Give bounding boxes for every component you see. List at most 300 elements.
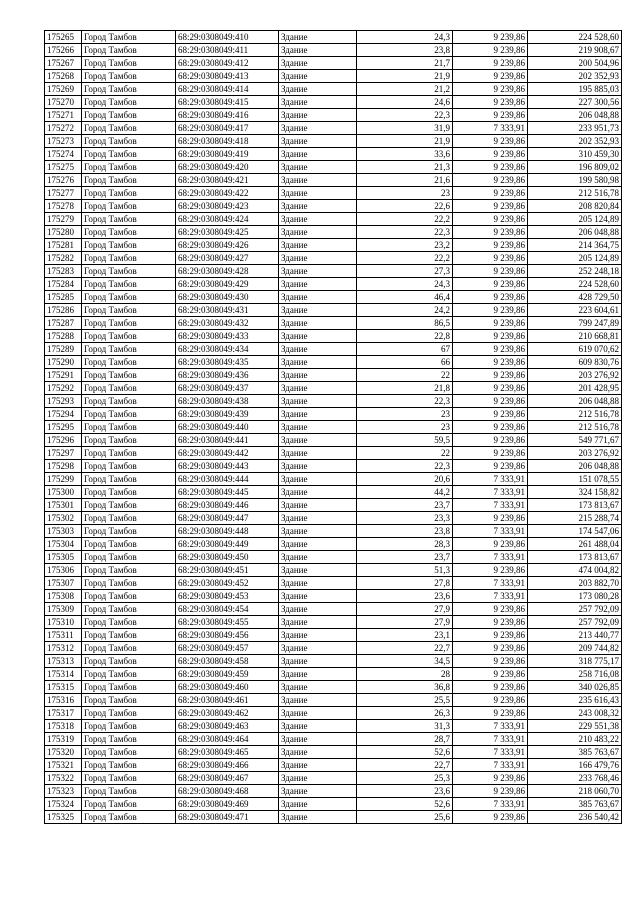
unit-value-cell: 7 333,91 [453,473,528,486]
cadastral-number-cell: 68:29:0308049:467 [176,772,279,785]
object-type-cell: Здание [279,83,357,96]
unit-value-cell: 9 239,86 [453,278,528,291]
area-cell: 23 [357,187,453,200]
unit-value-cell: 9 239,86 [453,291,528,304]
unit-value-cell: 9 239,86 [453,356,528,369]
unit-value-cell: 7 333,91 [453,798,528,811]
cadastral-value-cell: 219 908,67 [528,44,622,57]
area-cell: 86,5 [357,317,453,330]
cadastral-value-cell: 212 516,78 [528,408,622,421]
locality-cell: Город Тамбов [82,447,176,460]
row-number-cell: 175269 [45,83,82,96]
area-cell: 22,2 [357,252,453,265]
table-row [45,525,622,538]
row-number-cell: 175279 [45,213,82,226]
object-type-cell: Здание [279,252,357,265]
area-cell: 24,6 [357,96,453,109]
locality-cell: Город Тамбов [82,304,176,317]
row-number-cell: 175312 [45,642,82,655]
table-row [45,44,622,57]
locality-cell: Город Тамбов [82,798,176,811]
table-row [45,278,622,291]
cadastral-value-cell: 340 026,85 [528,681,622,694]
area-cell: 23,7 [357,499,453,512]
unit-value-cell: 9 239,86 [453,772,528,785]
cadastral-number-cell: 68:29:0308049:451 [176,564,279,577]
row-number-cell: 175321 [45,759,82,772]
area-cell: 51,3 [357,564,453,577]
table-row [45,226,622,239]
table-row [45,538,622,551]
table-row [45,265,622,278]
cadastral-number-cell: 68:29:0308049:423 [176,200,279,213]
cadastral-number-cell: 68:29:0308049:431 [176,304,279,317]
unit-value-cell: 9 239,86 [453,395,528,408]
locality-cell: Город Тамбов [82,629,176,642]
cadastral-number-cell: 68:29:0308049:456 [176,629,279,642]
cadastral-number-cell: 68:29:0308049:440 [176,421,279,434]
object-type-cell: Здание [279,343,357,356]
area-cell: 22,7 [357,759,453,772]
table-row [45,161,622,174]
locality-cell: Город Тамбов [82,239,176,252]
unit-value-cell: 9 239,86 [453,343,528,356]
cadastral-value-cell: 799 247,89 [528,317,622,330]
unit-value-cell: 9 239,86 [453,408,528,421]
locality-cell: Город Тамбов [82,811,176,824]
object-type-cell: Здание [279,499,357,512]
row-number-cell: 175270 [45,96,82,109]
object-type-cell: Здание [279,395,357,408]
cadastral-number-cell: 68:29:0308049:412 [176,57,279,70]
area-cell: 23,6 [357,785,453,798]
area-cell: 21,2 [357,83,453,96]
area-cell: 33,6 [357,148,453,161]
locality-cell: Город Тамбов [82,616,176,629]
area-cell: 36,8 [357,681,453,694]
cadastral-value-cell: 205 124,89 [528,213,622,226]
cadastral-value-cell: 258 716,08 [528,668,622,681]
locality-cell: Город Тамбов [82,265,176,278]
locality-cell: Город Тамбов [82,603,176,616]
table-row [45,148,622,161]
area-cell: 27,9 [357,603,453,616]
cadastral-value-cell: 195 885,03 [528,83,622,96]
row-number-cell: 175311 [45,629,82,642]
area-cell: 66 [357,356,453,369]
locality-cell: Город Тамбов [82,707,176,720]
row-number-cell: 175277 [45,187,82,200]
row-number-cell: 175304 [45,538,82,551]
unit-value-cell: 9 239,86 [453,434,528,447]
object-type-cell: Здание [279,590,357,603]
area-cell: 25,6 [357,811,453,824]
cadastral-value-cell: 252 248,18 [528,265,622,278]
unit-value-cell: 9 239,86 [453,31,528,44]
locality-cell: Город Тамбов [82,421,176,434]
unit-value-cell: 9 239,86 [453,135,528,148]
row-number-cell: 175300 [45,486,82,499]
unit-value-cell: 9 239,86 [453,707,528,720]
object-type-cell: Здание [279,486,357,499]
object-type-cell: Здание [279,642,357,655]
table-row [45,499,622,512]
cadastral-value-cell: 235 616,43 [528,694,622,707]
row-number-cell: 175322 [45,772,82,785]
row-number-cell: 175283 [45,265,82,278]
cadastral-number-cell: 68:29:0308049:411 [176,44,279,57]
cadastral-value-cell: 205 124,89 [528,252,622,265]
table-row [45,369,622,382]
unit-value-cell: 7 333,91 [453,551,528,564]
unit-value-cell: 9 239,86 [453,57,528,70]
cadastral-value-cell: 166 479,76 [528,759,622,772]
cadastral-value-cell: 229 551,38 [528,720,622,733]
area-cell: 28,7 [357,733,453,746]
table-row [45,746,622,759]
locality-cell: Город Тамбов [82,408,176,421]
unit-value-cell: 9 239,86 [453,200,528,213]
area-cell: 59,5 [357,434,453,447]
object-type-cell: Здание [279,512,357,525]
row-number-cell: 175273 [45,135,82,148]
unit-value-cell: 9 239,86 [453,655,528,668]
cadastral-number-cell: 68:29:0308049:435 [176,356,279,369]
row-number-cell: 175314 [45,668,82,681]
locality-cell: Город Тамбов [82,434,176,447]
row-number-cell: 175292 [45,382,82,395]
table-row [45,486,622,499]
table-row [45,720,622,733]
area-cell: 23,8 [357,525,453,538]
locality-cell: Город Тамбов [82,733,176,746]
cadastral-number-cell: 68:29:0308049:437 [176,382,279,395]
cadastral-number-cell: 68:29:0308049:425 [176,226,279,239]
locality-cell: Город Тамбов [82,369,176,382]
cadastral-number-cell: 68:29:0308049:446 [176,499,279,512]
object-type-cell: Здание [279,148,357,161]
area-cell: 22,3 [357,226,453,239]
table-row [45,109,622,122]
area-cell: 22,3 [357,395,453,408]
unit-value-cell: 7 333,91 [453,746,528,759]
table-row [45,382,622,395]
cadastral-number-cell: 68:29:0308049:458 [176,655,279,668]
unit-value-cell: 9 239,86 [453,83,528,96]
area-cell: 27,8 [357,577,453,590]
object-type-cell: Здание [279,811,357,824]
object-type-cell: Здание [279,408,357,421]
table-row [45,421,622,434]
object-type-cell: Здание [279,668,357,681]
cadastral-number-cell: 68:29:0308049:442 [176,447,279,460]
table-body [45,31,622,824]
row-number-cell: 175276 [45,174,82,187]
cadastral-value-cell: 203 882,70 [528,577,622,590]
area-cell: 24,3 [357,31,453,44]
cadastral-number-cell: 68:29:0308049:464 [176,733,279,746]
area-cell: 26,3 [357,707,453,720]
cadastral-number-cell: 68:29:0308049:462 [176,707,279,720]
row-number-cell: 175309 [45,603,82,616]
row-number-cell: 175323 [45,785,82,798]
cadastral-value-cell: 224 528,60 [528,31,622,44]
cadastral-value-cell: 257 792,09 [528,603,622,616]
object-type-cell: Здание [279,187,357,200]
cadastral-number-cell: 68:29:0308049:443 [176,460,279,473]
unit-value-cell: 7 333,91 [453,122,528,135]
locality-cell: Город Тамбов [82,460,176,473]
locality-cell: Город Тамбов [82,382,176,395]
cadastral-number-cell: 68:29:0308049:448 [176,525,279,538]
cadastral-number-cell: 68:29:0308049:432 [176,317,279,330]
area-cell: 21,9 [357,70,453,83]
unit-value-cell: 7 333,91 [453,577,528,590]
unit-value-cell: 9 239,86 [453,265,528,278]
unit-value-cell: 9 239,86 [453,694,528,707]
cadastral-value-cell: 210 668,81 [528,330,622,343]
locality-cell: Город Тамбов [82,655,176,668]
locality-cell: Город Тамбов [82,174,176,187]
object-type-cell: Здание [279,616,357,629]
unit-value-cell: 9 239,86 [453,96,528,109]
table-row [45,629,622,642]
locality-cell: Город Тамбов [82,590,176,603]
row-number-cell: 175308 [45,590,82,603]
unit-value-cell: 7 333,91 [453,590,528,603]
locality-cell: Город Тамбов [82,564,176,577]
area-cell: 21,8 [357,382,453,395]
locality-cell: Город Тамбов [82,135,176,148]
object-type-cell: Здание [279,434,357,447]
area-cell: 22,2 [357,213,453,226]
area-cell: 25,5 [357,694,453,707]
unit-value-cell: 9 239,86 [453,226,528,239]
cadastral-value-cell: 174 547,06 [528,525,622,538]
cadastral-value-cell: 173 080,28 [528,590,622,603]
table-row [45,174,622,187]
row-number-cell: 175291 [45,369,82,382]
table-row [45,473,622,486]
object-type-cell: Здание [279,265,357,278]
locality-cell: Город Тамбов [82,642,176,655]
row-number-cell: 175297 [45,447,82,460]
cadastral-number-cell: 68:29:0308049:421 [176,174,279,187]
area-cell: 27,9 [357,616,453,629]
cadastral-number-cell: 68:29:0308049:452 [176,577,279,590]
row-number-cell: 175317 [45,707,82,720]
row-number-cell: 175280 [45,226,82,239]
table-row [45,395,622,408]
row-number-cell: 175266 [45,44,82,57]
row-number-cell: 175281 [45,239,82,252]
cadastral-number-cell: 68:29:0308049:418 [176,135,279,148]
object-type-cell: Здание [279,655,357,668]
cadastral-value-cell: 223 604,61 [528,304,622,317]
unit-value-cell: 9 239,86 [453,564,528,577]
object-type-cell: Здание [279,564,357,577]
cadastral-value-cell: 310 459,30 [528,148,622,161]
table-row [45,707,622,720]
object-type-cell: Здание [279,525,357,538]
table-row [45,642,622,655]
cadastral-number-cell: 68:29:0308049:436 [176,369,279,382]
cadastral-value-cell: 214 364,75 [528,239,622,252]
row-number-cell: 175303 [45,525,82,538]
row-number-cell: 175285 [45,291,82,304]
cadastral-number-cell: 68:29:0308049:457 [176,642,279,655]
cadastral-number-cell: 68:29:0308049:444 [176,473,279,486]
cadastral-number-cell: 68:29:0308049:445 [176,486,279,499]
cadastral-value-cell: 206 048,88 [528,460,622,473]
cadastral-value-cell: 212 516,78 [528,187,622,200]
unit-value-cell: 9 239,86 [453,174,528,187]
area-cell: 24,2 [357,304,453,317]
cadastral-value-table-page [44,30,621,824]
row-number-cell: 175313 [45,655,82,668]
table-row [45,668,622,681]
locality-cell: Город Тамбов [82,291,176,304]
table-row [45,70,622,83]
locality-cell: Город Тамбов [82,200,176,213]
cadastral-number-cell: 68:29:0308049:422 [176,187,279,200]
object-type-cell: Здание [279,304,357,317]
cadastral-number-cell: 68:29:0308049:427 [176,252,279,265]
cadastral-number-cell: 68:29:0308049:438 [176,395,279,408]
locality-cell: Город Тамбов [82,96,176,109]
cadastral-number-cell: 68:29:0308049:449 [176,538,279,551]
object-type-cell: Здание [279,603,357,616]
object-type-cell: Здание [279,161,357,174]
cadastral-value-cell: 173 813,67 [528,551,622,564]
cadastral-value-cell: 474 004,82 [528,564,622,577]
locality-cell: Город Тамбов [82,187,176,200]
object-type-cell: Здание [279,278,357,291]
object-type-cell: Здание [279,122,357,135]
row-number-cell: 175310 [45,616,82,629]
cadastral-value-cell: 206 048,88 [528,109,622,122]
object-type-cell: Здание [279,460,357,473]
table-row [45,291,622,304]
cadastral-number-cell: 68:29:0308049:410 [176,31,279,44]
cadastral-value-cell: 203 276,92 [528,447,622,460]
cadastral-number-cell: 68:29:0308049:465 [176,746,279,759]
area-cell: 28 [357,668,453,681]
table-row [45,356,622,369]
row-number-cell: 175265 [45,31,82,44]
unit-value-cell: 9 239,86 [453,369,528,382]
cadastral-number-cell: 68:29:0308049:447 [176,512,279,525]
cadastral-number-cell: 68:29:0308049:430 [176,291,279,304]
cadastral-number-cell: 68:29:0308049:466 [176,759,279,772]
table-row [45,681,622,694]
cadastral-number-cell: 68:29:0308049:426 [176,239,279,252]
table-row [45,239,622,252]
cadastral-number-cell: 68:29:0308049:459 [176,668,279,681]
cadastral-value-cell: 201 428,95 [528,382,622,395]
cadastral-number-cell: 68:29:0308049:469 [176,798,279,811]
locality-cell: Город Тамбов [82,486,176,499]
locality-cell: Город Тамбов [82,317,176,330]
row-number-cell: 175272 [45,122,82,135]
cadastral-number-cell: 68:29:0308049:428 [176,265,279,278]
object-type-cell: Здание [279,226,357,239]
locality-cell: Город Тамбов [82,512,176,525]
object-type-cell: Здание [279,31,357,44]
cadastral-value-cell: 202 352,93 [528,135,622,148]
object-type-cell: Здание [279,239,357,252]
unit-value-cell: 9 239,86 [453,213,528,226]
cadastral-number-cell: 68:29:0308049:414 [176,83,279,96]
area-cell: 23,1 [357,629,453,642]
area-cell: 23 [357,408,453,421]
cadastral-number-cell: 68:29:0308049:441 [176,434,279,447]
row-number-cell: 175302 [45,512,82,525]
row-number-cell: 175267 [45,57,82,70]
area-cell: 31,9 [357,122,453,135]
cadastral-number-cell: 68:29:0308049:463 [176,720,279,733]
cadastral-value-cell: 199 580,98 [528,174,622,187]
object-type-cell: Здание [279,70,357,83]
row-number-cell: 175306 [45,564,82,577]
cadastral-value-cell: 385 763,67 [528,746,622,759]
object-type-cell: Здание [279,694,357,707]
object-type-cell: Здание [279,538,357,551]
cadastral-value-cell: 196 809,02 [528,161,622,174]
object-type-cell: Здание [279,174,357,187]
cadastral-value-cell: 224 528,60 [528,278,622,291]
row-number-cell: 175325 [45,811,82,824]
unit-value-cell: 9 239,86 [453,460,528,473]
locality-cell: Город Тамбов [82,122,176,135]
cadastral-value-cell: 233 768,46 [528,772,622,785]
table-row [45,83,622,96]
row-number-cell: 175274 [45,148,82,161]
cadastral-value-cell: 206 048,88 [528,226,622,239]
cadastral-value-cell: 151 078,55 [528,473,622,486]
cadastral-number-cell: 68:29:0308049:471 [176,811,279,824]
area-cell: 22,7 [357,642,453,655]
unit-value-cell: 9 239,86 [453,681,528,694]
table-row [45,200,622,213]
cadastral-number-cell: 68:29:0308049:415 [176,96,279,109]
object-type-cell: Здание [279,681,357,694]
locality-cell: Город Тамбов [82,720,176,733]
locality-cell: Город Тамбов [82,759,176,772]
cadastral-value-cell: 385 763,67 [528,798,622,811]
table-row [45,135,622,148]
object-type-cell: Здание [279,733,357,746]
object-type-cell: Здание [279,746,357,759]
object-type-cell: Здание [279,421,357,434]
object-type-cell: Здание [279,707,357,720]
cadastral-value-cell: 227 300,56 [528,96,622,109]
table-row [45,785,622,798]
cadastral-value-cell: 619 070,62 [528,343,622,356]
object-type-cell: Здание [279,109,357,122]
cadastral-value-cell: 549 771,67 [528,434,622,447]
unit-value-cell: 9 239,86 [453,330,528,343]
table-row [45,31,622,44]
object-type-cell: Здание [279,135,357,148]
cadastral-value-cell: 218 060,70 [528,785,622,798]
locality-cell: Город Тамбов [82,772,176,785]
locality-cell: Город Тамбов [82,343,176,356]
unit-value-cell: 9 239,86 [453,785,528,798]
row-number-cell: 175307 [45,577,82,590]
table-row [45,811,622,824]
area-cell: 22 [357,447,453,460]
